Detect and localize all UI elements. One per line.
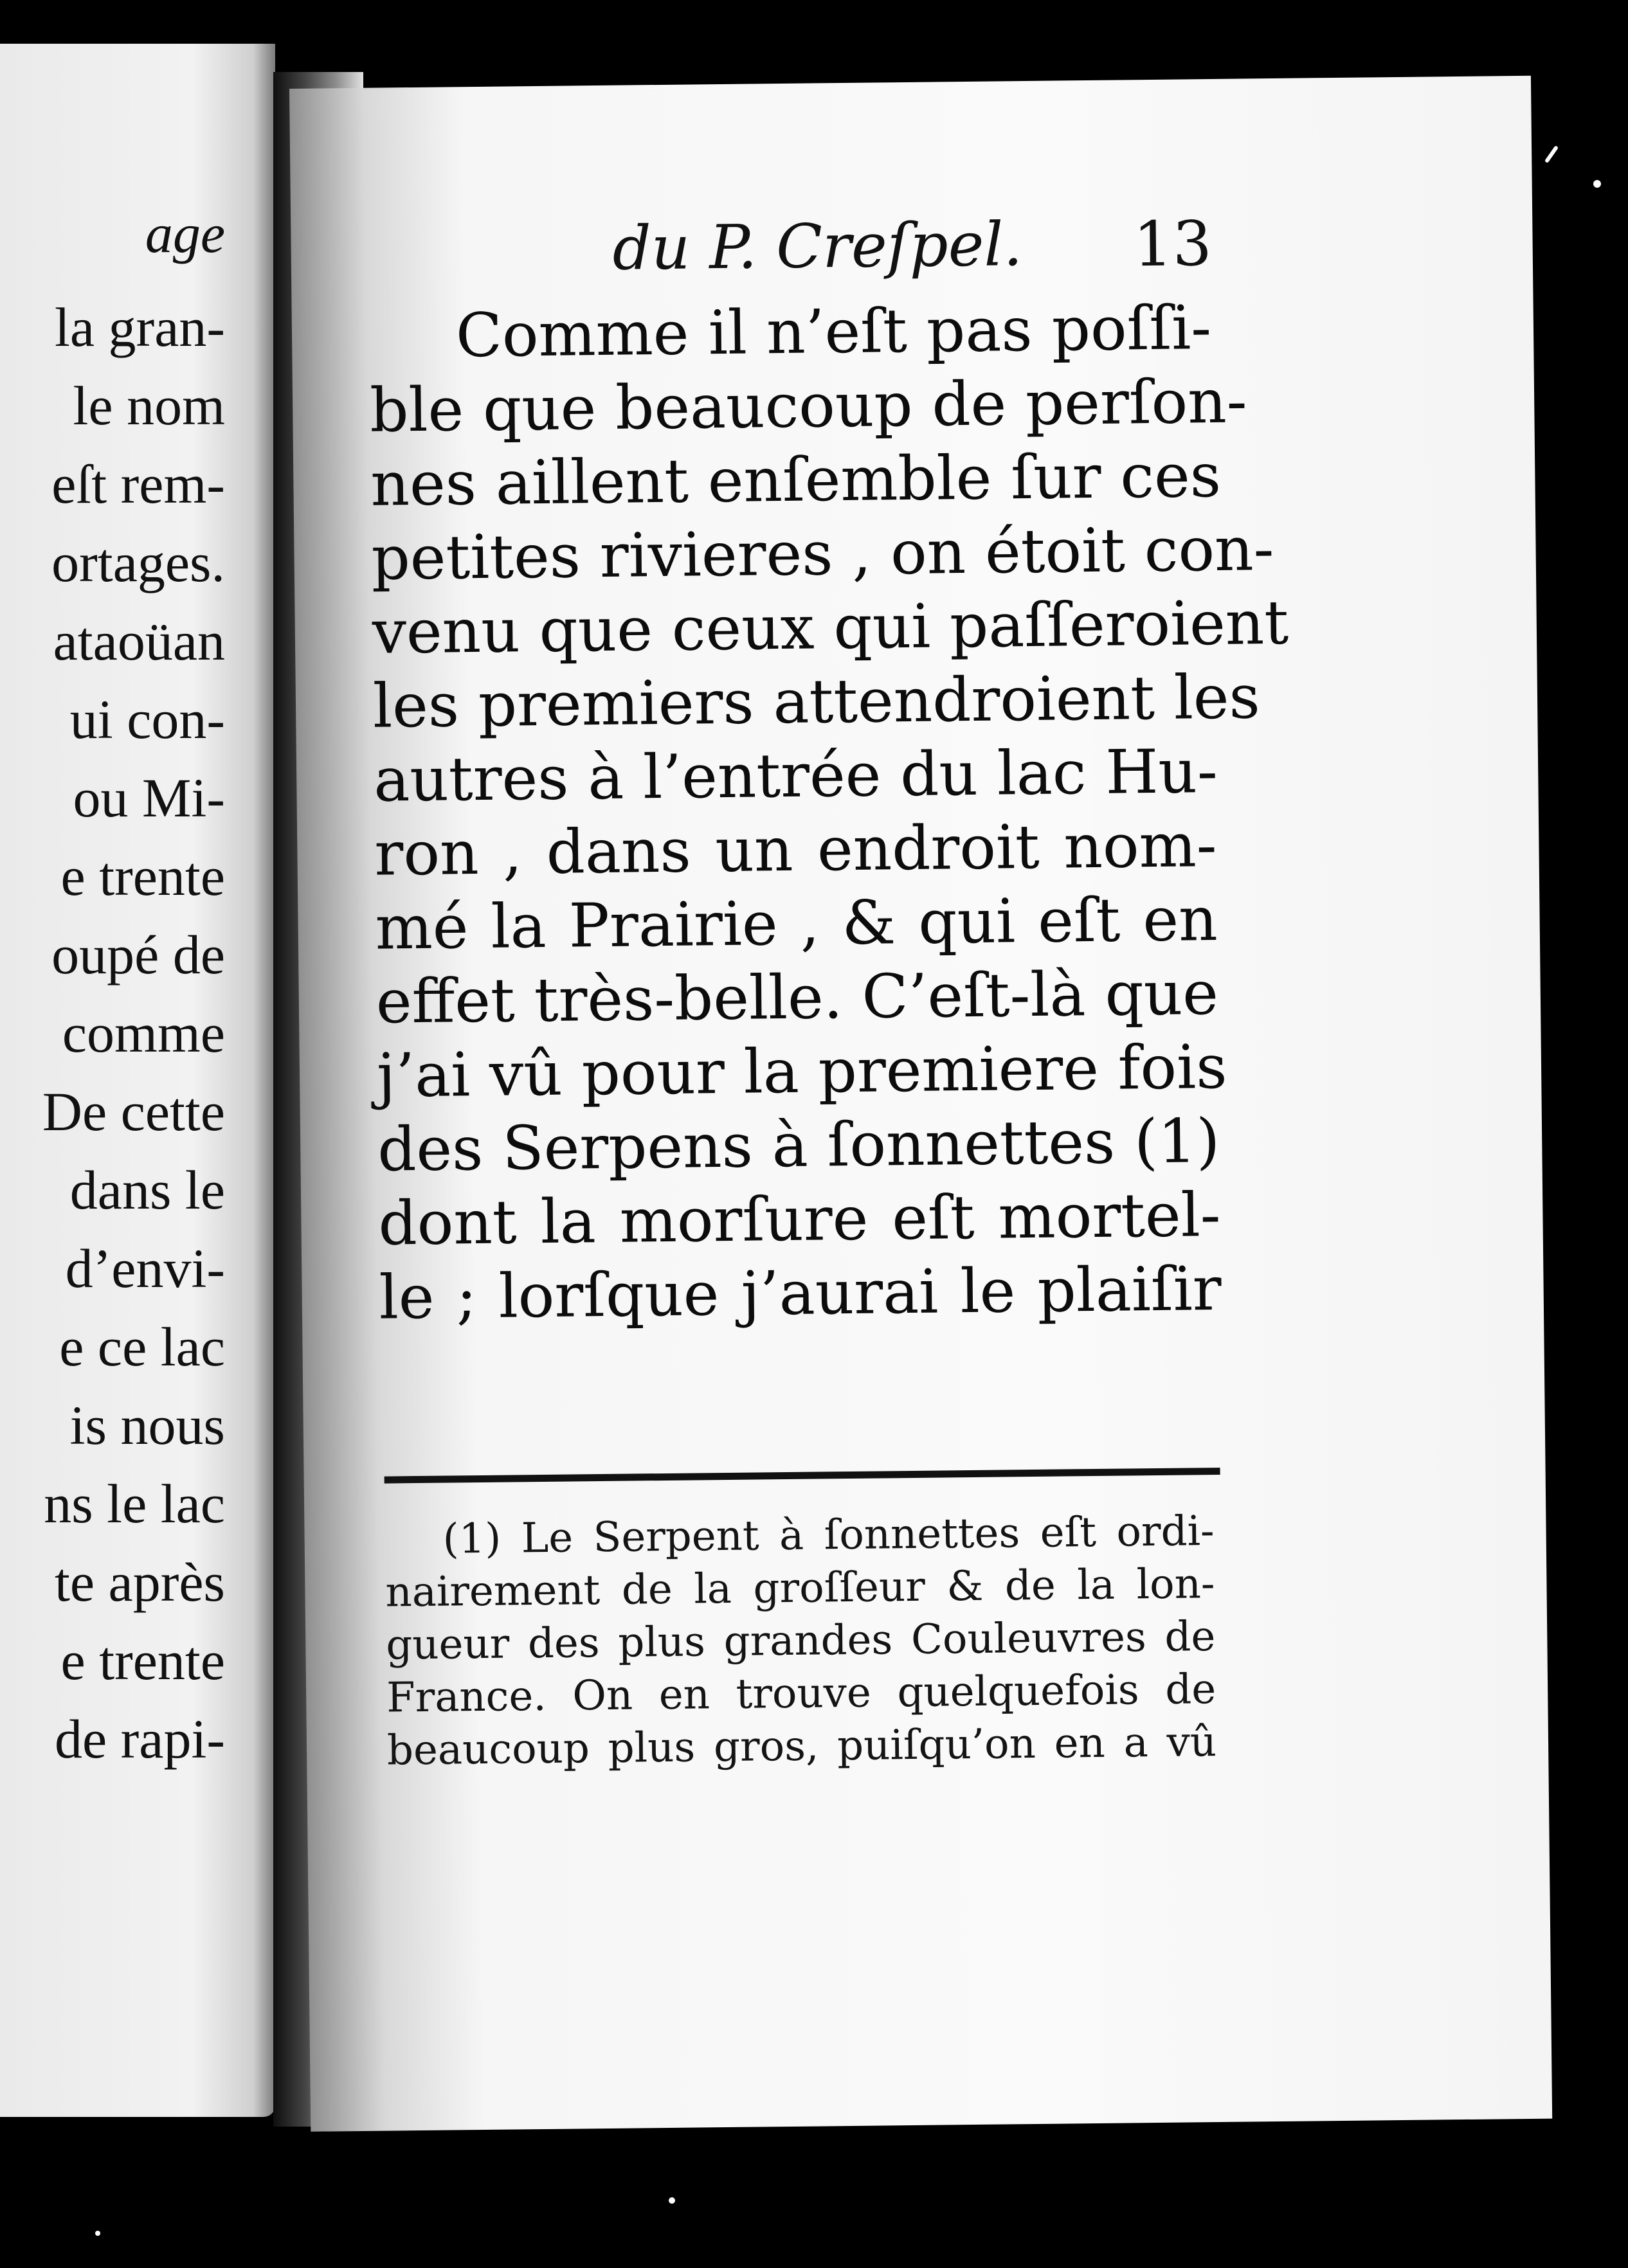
left-page-line: e ce lac — [59, 1316, 225, 1378]
body-line: mé la Prairie , & qui eſt en — [375, 884, 1218, 964]
body-line: venu que ceux qui paſſeroient — [372, 588, 1289, 668]
body-line: ble que beaucoup de perſon- — [369, 366, 1248, 446]
footnote-rule — [384, 1468, 1220, 1484]
body-line: dont la morſure eſt mortel- — [377, 1180, 1222, 1259]
footnote-line: nairement de la groſſeur & de la lon- — [385, 1560, 1215, 1617]
left-page-line: De cette — [42, 1081, 225, 1142]
body-text — [368, 291, 1289, 1335]
footnote-line: (1) Le Serpent à ſonnettes eſt ordi- — [442, 1508, 1215, 1563]
footnote-line: gueur des plus grandes Couleuvres de — [385, 1613, 1216, 1670]
left-page-line: ataoüan — [53, 610, 225, 672]
dust-speck — [669, 2197, 675, 2204]
body-line: nes aillent enſemble ſur ces — [370, 440, 1222, 520]
footnote-line: France. On en trouve quelquefois de — [386, 1666, 1216, 1722]
page-number: 13 — [1133, 207, 1213, 281]
body-line: des Serpens à ſonnettes (1) — [377, 1106, 1220, 1185]
body-line: les premiers attendroient les — [372, 662, 1261, 742]
left-page-line: comme — [62, 1002, 225, 1064]
left-page-line: age — [145, 203, 225, 264]
dust-speck — [1544, 145, 1559, 163]
left-page-line: de rapi- — [54, 1708, 225, 1770]
left-page-line: te après — [54, 1551, 225, 1613]
footnote-block — [384, 1505, 1216, 1777]
left-page-line: e trente — [60, 845, 225, 907]
right-page — [289, 76, 1552, 2132]
left-page-line: la gran- — [54, 296, 225, 358]
dust-speck — [95, 2231, 100, 2236]
body-line: autres à l’entrée du lac Hu- — [373, 736, 1218, 816]
left-page-line: is nous — [69, 1394, 225, 1456]
body-line: le ; lorſque j’aurai le plaiſir — [379, 1254, 1222, 1333]
page-header — [291, 204, 1533, 288]
left-page-line: e trente — [60, 1630, 225, 1691]
left-page-line: oupé de — [51, 924, 225, 986]
running-head: du P. Creſpel. — [612, 210, 1023, 284]
dust-speck — [1593, 180, 1601, 188]
left-page-line: ou Mi- — [73, 767, 225, 829]
left-page-line: dans le — [69, 1159, 225, 1221]
left-page-line: ui con- — [69, 688, 225, 750]
body-line: effet très-belle. C’eſt-là que — [375, 958, 1219, 1038]
body-line: petites rivieres , on étoit con- — [371, 514, 1274, 594]
left-page-line: le nom — [73, 375, 225, 437]
body-line: j’ai vû pour la premiere fois — [376, 1032, 1227, 1112]
left-page-line: d’envi- — [65, 1238, 225, 1299]
left-page-line: ortages. — [51, 532, 225, 593]
left-page-line: eſt rem- — [51, 453, 225, 515]
left-page-line: ns le lac — [44, 1473, 225, 1534]
body-line: ron , dans un endroit nom- — [374, 810, 1217, 890]
footnote-line: beaucoup plus gros, puiſqu’on en a vû — [386, 1718, 1217, 1775]
left-page — [0, 44, 275, 2117]
body-line: Comme il n’eſt pas poſſi- — [455, 293, 1212, 372]
